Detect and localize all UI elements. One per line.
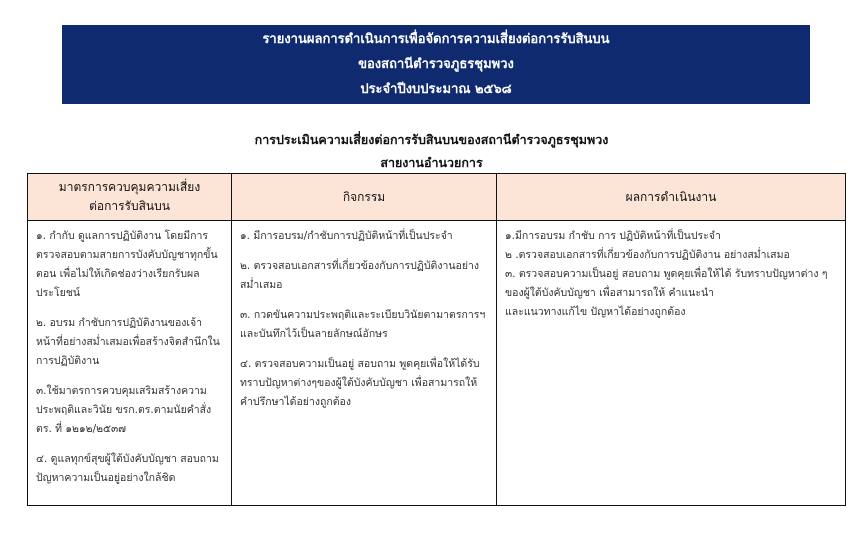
department-title: สายงานอำนวยการ [380,155,483,170]
table-header-row [28,174,846,221]
activity-item: ๑. มีการอบรม/กำชับการปฏิบัติหน้าที่เป็นประจำ [240,230,453,242]
table-row [28,221,846,506]
report-title-line-3: ประจำปีงบประมาณ ๒๕๖๘ [360,81,512,97]
assessment-title: การประเมินความเสี่ยงต่อการรับสินบนของสถานีตำรวจภูธรชุมพวง [254,132,609,147]
result-item: ๒ .ตรวจสอบเอกสารที่เกี่ยวข้องกับการปฏิบัติงาน อย่างสม่ำเสมอ [505,249,790,261]
result-item: ๑.มีการอบรม กำชับ การ ปฏิบัติหน้าที่เป็นประจำ [505,230,721,242]
results-cell [497,221,846,506]
header-measures-line-2: ต่อการรับสินบน [89,199,170,213]
result-item: ๓. ตรวจสอบความเป็นอยู่ สอบถาม พูดคุยเพื่อให้ได้ รับทราบปัญหาต่าง ๆ ของผู้ใต้บังคับบัญชา เพื่อสามารถให้ คำแนะนำ [505,268,828,299]
report-title-banner [62,25,810,104]
header-results-label: ผลการดำเนินงาน [625,189,717,204]
header-activities [232,174,497,221]
activity-item: ๒. ตรวจสอบเอกสารที่เกี่ยวข้องกับการปฏิบัติงานอย่างสม่ำเสมอ [240,260,480,291]
activity-item: ๔. ตรวจสอบความเป็นอยู่ สอบถาม พูดคุยเพื่อให้ได้รับทราบปัญหาต่างๆของผู้ใต้บังคับบัญชา เพื่อสามารถให้คำปรึกษาได้อย่างถูกต้อง [240,358,480,408]
header-measures-line-1: มาตรการควบคุมความเสี่ยง [58,180,201,194]
measures-cell [28,221,232,506]
header-results [497,174,846,221]
header-activities-label: กิจกรรม [342,189,386,204]
measure-item: ๓.ใช้มาตรการควบคุมเสริมสร้างความประพฤติและวินัย ขรก.ตร.ตามนัยคำสั่ง ตร. ที่ ๑๒๑๒/๒๕๓๗ [36,385,212,435]
report-title-line-2: ของสถานีตำรวจภูธรชุมพวง [358,56,514,72]
report-title-line-1: รายงานผลการดำเนินการเพื่อจัดการความเสี่ยงต่อการรับสินบน [262,31,610,47]
measure-item: ๔. ดูแลทุกข์สุขผู้ใต้บังคับบัญชา สอบถามปัญหาความเป็นอยู่อย่างใกล้ชิด [36,453,219,484]
measure-item: ๑. กำกับ ดูแลการปฏิบัติงาน โดยมีการตรวจสอบตามสายการบังคับบัญชาทุกขั้นตอน เพื่อไม่ให้เกิดช่องว่างเรียกรับผลประโยชน์ [36,230,218,299]
measure-item: ๒. อบรม กำชับการปฏิบัติงานของเจ้าหน้าที่อย่างสม่ำเสมอเพื่อสร้างจิตสำนึกในการปฏิบัติงาน [36,317,220,367]
result-item: และแนวทางแก้ไข ปัญหาได้อย่างถูกต้อง [505,306,686,318]
activity-item: ๓. กวดขันความประพฤติและระเบียบวินัยตามาตรการฯ และบันทึกไว้เป็นลายลักษณ์อักษร [240,309,486,340]
risk-assessment-table [27,173,846,506]
header-measures [28,174,232,221]
activities-cell [232,221,497,506]
